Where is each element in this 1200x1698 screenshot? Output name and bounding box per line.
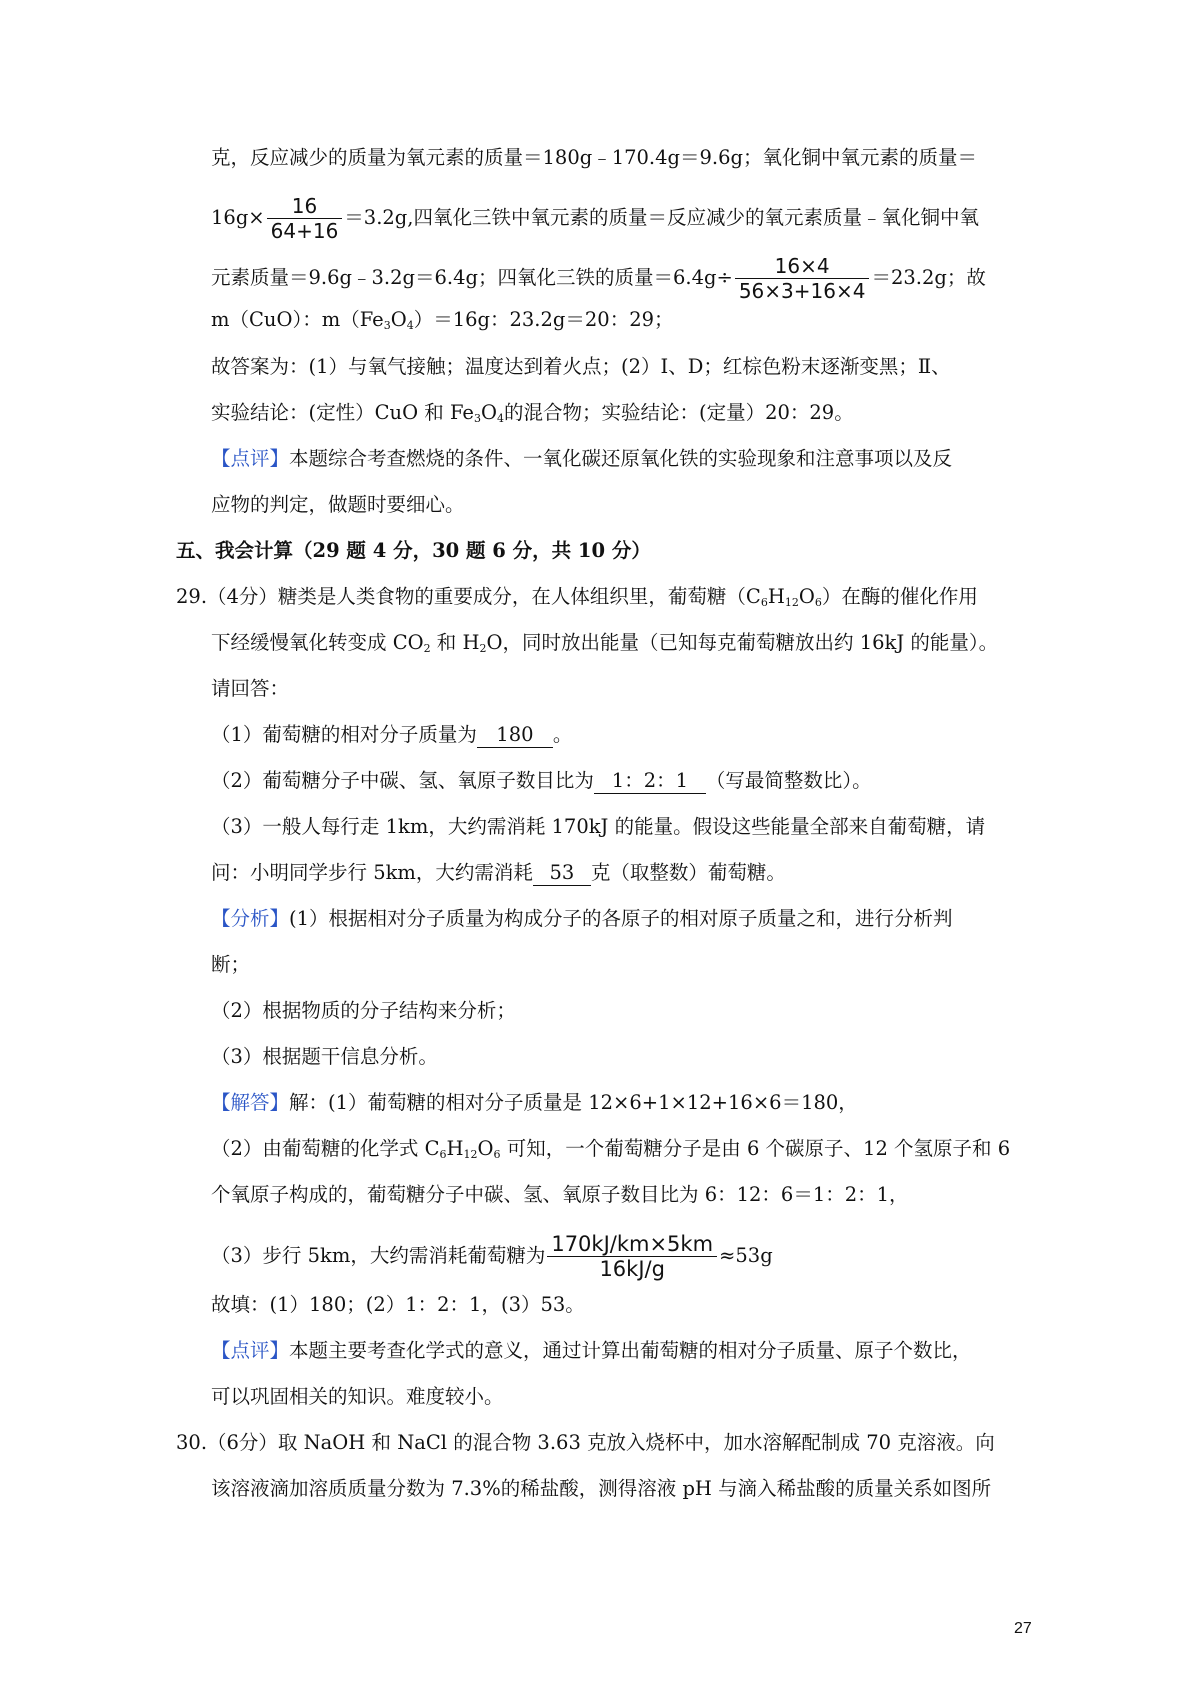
answer-blank: 53 <box>533 861 591 886</box>
text-line-with-fraction: （3）步行 5km，大约需消耗葡萄糖为 $\frac{170kJ/km\times 5km}{16kJ/g}$ ≈53g <box>211 1232 773 1281</box>
text-line: 可以巩固相关的知识。难度较小。 <box>211 1385 504 1408</box>
text-line: 问：小明同学步行 5km，大约需消耗 53 克（取整数）葡萄糖。 <box>211 861 786 884</box>
answer-blank: 180 <box>477 723 553 748</box>
text-line: 个氧原子构成的，葡萄糖分子中碳、氢、氧原子数目比为 6：12：6＝1：2：1， <box>211 1183 909 1206</box>
solution-tag: 【解答】 <box>211 1091 290 1114</box>
analysis-paragraph: 【分析】(1）根据相对分子质量为构成分子的各原子的相对原子质量之和，进行分析判 <box>211 907 953 930</box>
fraction: $\frac{16\times 4}{56\times 3+16\times 4}$ <box>735 254 870 303</box>
comment-tag: 【点评】 <box>211 447 290 470</box>
answer-blank: 1：2：1 <box>594 769 706 794</box>
solution-paragraph: 【解答】解：(1）葡萄糖的相对分子质量是 12×6+1×12+16×6＝180， <box>211 1091 858 1114</box>
text-line: （2）根据物质的分子结构来分析； <box>211 999 516 1022</box>
question-30: 30.（6分）取 NaOH 和 NaCl 的混合物 3.63 克放入烧杯中，加水溶解配制成 70 克溶液。向 <box>176 1431 995 1454</box>
text-line: 应物的判定，做题时要细心。 <box>211 493 465 516</box>
sub-question-1: （1）葡萄糖的相对分子质量为 180 。 <box>211 723 573 746</box>
text-line: 下经缓慢氧化转变成 $CO_2$ 和 $H_2O$，同时放出能量（已知每克葡萄糖放出约 16kJ 的能量）。 <box>211 631 999 655</box>
text-line-with-fraction: 元素质量＝9.6g﹣3.2g＝6.4g；四氧化三铁的质量＝6.4g÷ $\frac{16\times 4}{56\times 3+16\times 4}$ ＝23.2g；故 <box>211 254 986 303</box>
text-line: 故答案为：(1）与氧气接触；温度达到着火点；(2）Ⅰ、D；红棕色粉末逐渐变黑；Ⅱ、 <box>211 355 951 378</box>
question-29: 29.（4分）糖类是人类食物的重要成分，在人体组织里，葡萄糖$(C_6H_{12}O_6)$在酶的催化作用 <box>176 585 978 609</box>
comment-tag: 【点评】 <box>211 1339 290 1362</box>
text-line: 断； <box>211 953 251 976</box>
text-line: 请回答： <box>211 677 290 700</box>
sub-question-3: （3）一般人每行走 1km，大约需消耗 170kJ 的能量。假设这些能量全部来自葡萄糖，请 <box>211 815 986 838</box>
text-line: m（CuO）：$m(Fe_3O_4)=16g$：23.2g＝20：29； <box>211 308 674 332</box>
text-line: （2）由葡萄糖的化学式 $C_6H_{12}O_6$ 可知，一个葡萄糖分子是由 6 个碳原子、12 个氢原子和 6 <box>211 1137 1011 1161</box>
text-line: 实验结论：(定性）CuO 和 $Fe_3O_4$的混合物；实验结论：(定量）20：29。 <box>211 401 854 425</box>
analysis-tag: 【分析】 <box>211 907 290 930</box>
section-heading: 五、我会计算（29 题 4 分，30 题 6 分，共 10 分） <box>176 539 651 562</box>
text-line-with-fraction: 16g× $\frac{16}{64+16}$ ＝3.2g,四氧化三铁中氧元素的质量＝反应减少的氧元素质量﹣氧化铜中氧 <box>211 194 979 243</box>
page-number: 27 <box>1014 1620 1032 1637</box>
comment-paragraph: 【点评】本题主要考查化学式的意义，通过计算出葡萄糖的相对分子质量、原子个数比， <box>211 1339 972 1362</box>
text-line: 克，反应减少的质量为氧元素的质量＝180g﹣170.4g＝9.6g；氧化铜中氧元素的质量＝ <box>211 146 978 169</box>
fraction: $\frac{16}{64+16}$ <box>267 194 343 243</box>
text-line: 故填：(1）180；(2）1：2：1，(3）53。 <box>211 1293 585 1316</box>
fraction: $\frac{170kJ/km\times 5km}{16kJ/g}$ <box>547 1232 717 1281</box>
sub-question-2: （2）葡萄糖分子中碳、氢、氧原子数目比为 1：2：1 （写最简整数比）。 <box>211 769 872 792</box>
text-line: 该溶液滴加溶质质量分数为 7.3%的稀盐酸，测得溶液 pH 与滴入稀盐酸的质量关系如图所 <box>211 1477 992 1500</box>
comment-paragraph: 【点评】本题综合考查燃烧的条件、一氧化碳还原氧化铁的实验现象和注意事项以及反 <box>211 447 953 470</box>
text-line: （3）根据题干信息分析。 <box>211 1045 438 1068</box>
